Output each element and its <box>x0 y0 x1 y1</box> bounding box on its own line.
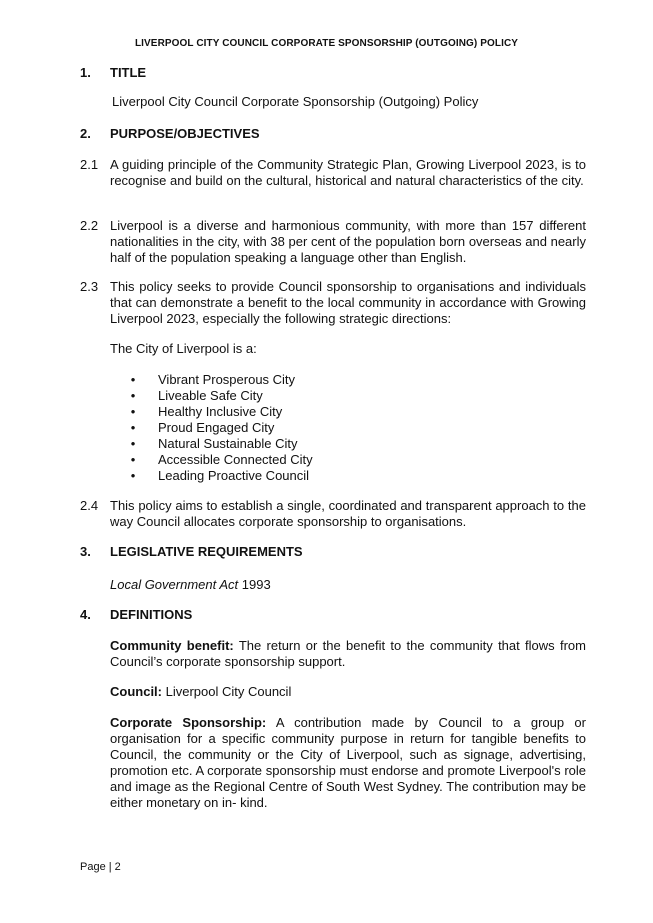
section-number: 1. <box>80 65 91 80</box>
clause-number: 2.3 <box>80 279 99 294</box>
clause-text: This policy seeks to provide Council sponsorship to organisations and individuals that can demonstrate a benefit to the local community in accordance with Growing Liverpool 2023, especially the following strategic directions: <box>110 279 586 326</box>
bullet-icon: • <box>130 468 136 483</box>
section-heading-definitions: DEFINITIONS <box>110 607 193 622</box>
section-heading-legislative: LEGISLATIVE REQUIREMENTS <box>110 544 303 559</box>
running-header: LIVERPOOL CITY COUNCIL CORPORATE SPONSORSHIP (OUTGOING) POLICY <box>134 38 519 49</box>
list-item: • Vibrant Prosperous City <box>128 372 428 388</box>
section-number: 4. <box>80 607 91 622</box>
definition-text: A contribution made by Council to a group or organisation for a specific community purpose in return for tangible benefits to Council, the community or the City of Liverpool, such as signage, advertising, promotion etc. A corporate sponsorship must endorse and promote Liverpool's role and image as the Regional Centre of South West Sydney. The contribution may be either monetary on in- kind. <box>110 715 586 810</box>
definition-council <box>110 684 586 700</box>
bullet-icon: • <box>130 372 136 387</box>
list-item: • Proud Engaged City <box>128 420 428 436</box>
definition-corporate-sponsorship <box>110 715 586 811</box>
policy-title-text: Liverpool City Council Corporate Sponsorship (Outgoing) Policy <box>112 94 479 109</box>
clause-number: 2.1 <box>80 157 99 172</box>
clause-text: A guiding principle of the Community Strategic Plan, Growing Liverpool 2023, is to recognise and build on the cultural, historical and natural characteristics of the city. <box>110 157 586 188</box>
list-item: • Liveable Safe City <box>128 388 428 404</box>
strategic-directions-list <box>128 372 428 484</box>
section-heading-title: TITLE <box>110 65 147 80</box>
clause-text: This policy aims to establish a single, coordinated and transparent approach to the way Council allocates corporate sponsorship to organisations. <box>110 498 586 529</box>
act-name: Local Government Act <box>110 577 239 592</box>
list-item: • Natural Sustainable City <box>128 436 428 452</box>
legislation-reference <box>110 577 271 593</box>
act-year: 1993 <box>238 577 271 592</box>
clause-number: 2.4 <box>80 498 99 513</box>
list-item: • Healthy Inclusive City <box>128 404 428 420</box>
list-item: • Leading Proactive Council <box>128 468 428 484</box>
definition-text: Liverpool City Council <box>162 684 292 699</box>
definition-term: Corporate Sponsorship: <box>110 715 267 730</box>
page-number-footer: Page | 2 <box>80 861 121 873</box>
definition-community-benefit <box>110 638 586 670</box>
section-number: 2. <box>80 126 91 141</box>
definition-text: The return or the benefit to the community that flows from Council’s corporate sponsorship support. <box>110 638 586 669</box>
bullet-icon: • <box>130 404 136 419</box>
list-item: • Accessible Connected City <box>128 452 428 468</box>
bullet-icon: • <box>130 388 136 403</box>
clause-text: Liverpool is a diverse and harmonious community, with more than 157 different nationalities in the city, with 38 per cent of the population born overseas and nearly half of the population speaking a language other than English. <box>110 218 586 265</box>
city-intro: The City of Liverpool is a: <box>110 341 257 356</box>
section-number: 3. <box>80 544 91 559</box>
definition-term: Council: <box>110 684 162 699</box>
definition-term: Community benefit: <box>110 638 234 653</box>
bullet-icon: • <box>130 420 136 435</box>
section-heading-purpose: PURPOSE/OBJECTIVES <box>110 126 260 141</box>
clause-number: 2.2 <box>80 218 99 233</box>
bullet-icon: • <box>130 436 136 451</box>
bullet-icon: • <box>130 452 136 467</box>
